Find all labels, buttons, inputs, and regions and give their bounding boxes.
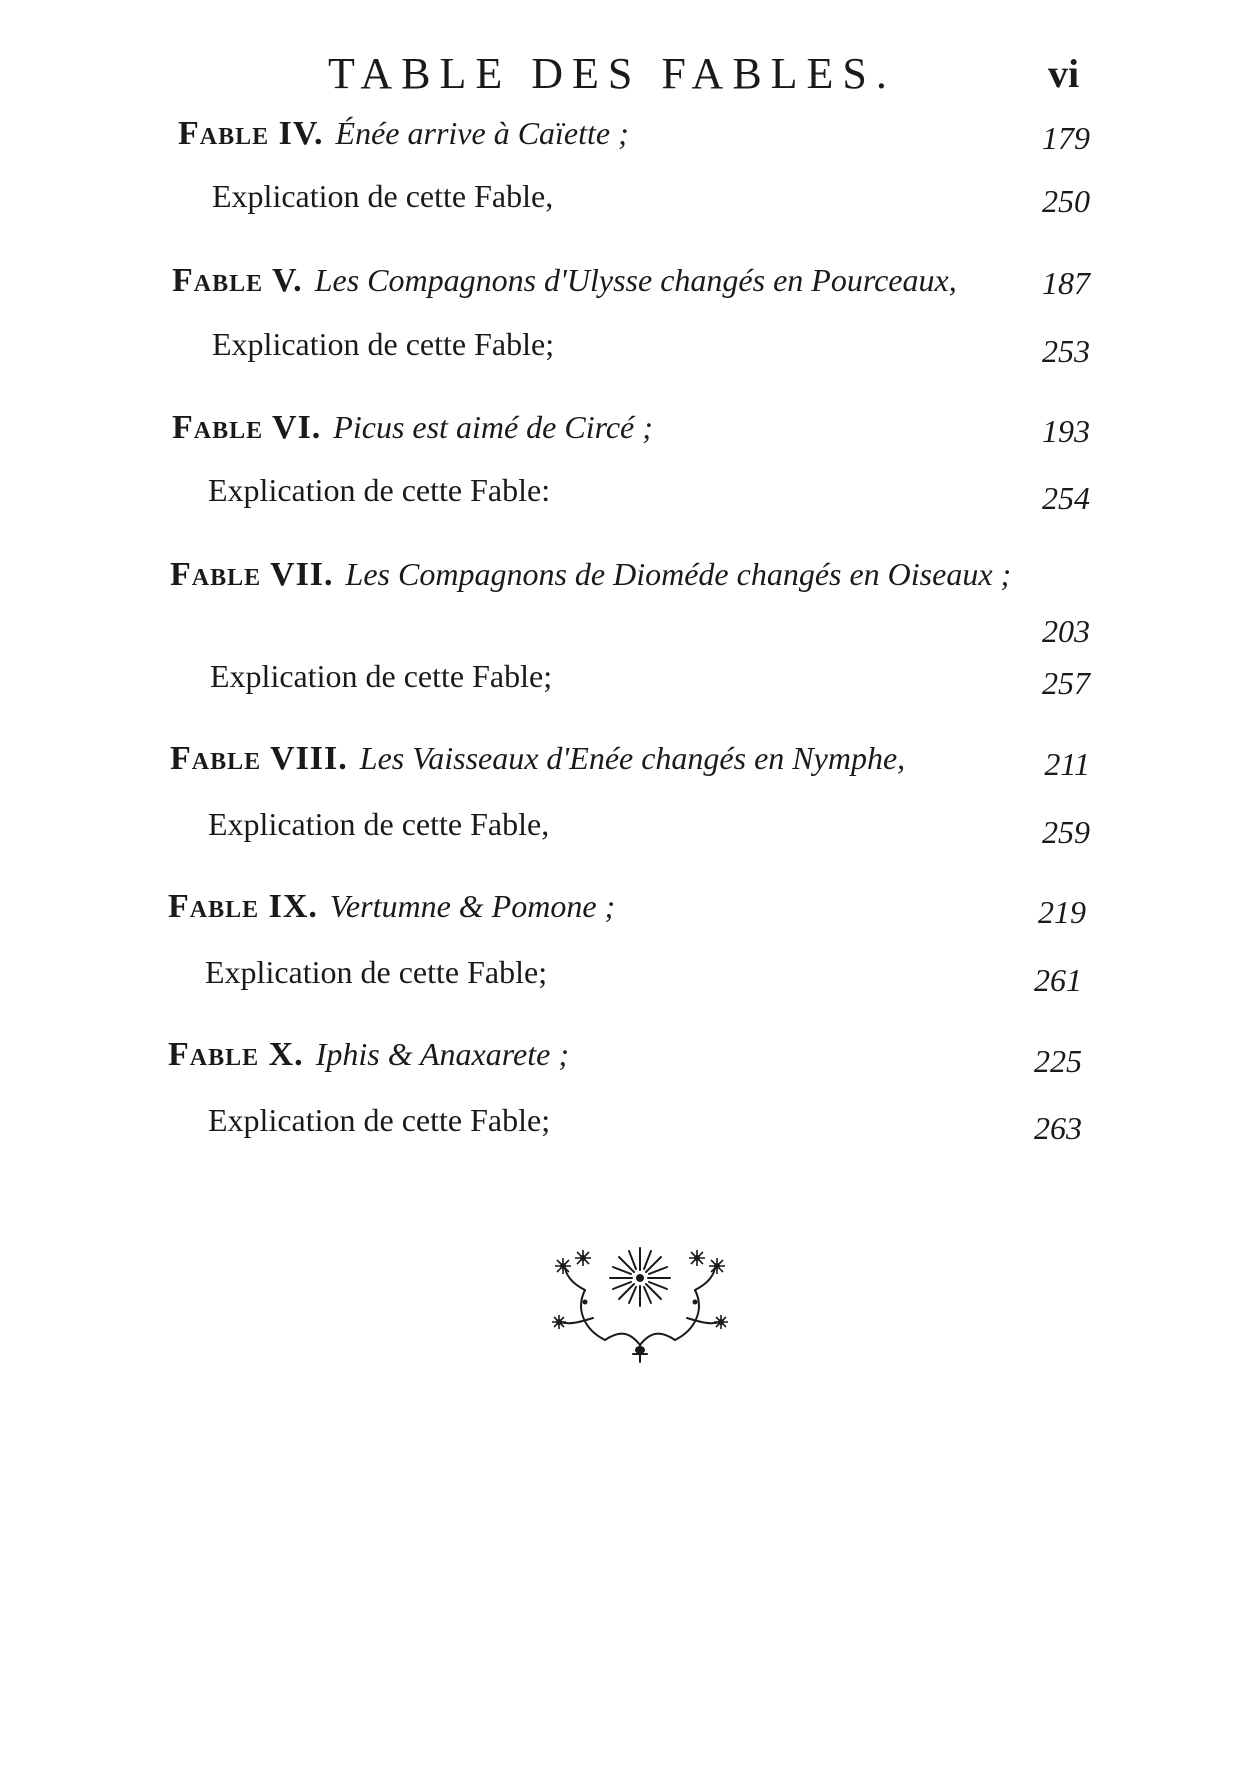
fable-number: Fable VII. xyxy=(170,556,334,593)
toc-entry-explication xyxy=(212,326,554,376)
fable-number: Fable VI. xyxy=(172,409,322,446)
toc-entry-fable-6 xyxy=(172,409,653,459)
fable-title: Les Vaisseaux d'Enée changés en Nymphe, xyxy=(359,740,906,776)
folio-number: vi xyxy=(1048,51,1080,96)
toc-entry-fable-4 xyxy=(178,115,629,165)
fable-number: Fable X. xyxy=(168,1036,304,1073)
page-number: 225 xyxy=(1034,1043,1082,1079)
fable-title: Les Compagnons d'Ulysse changés en Pourceaux, xyxy=(314,262,957,298)
running-head xyxy=(0,48,1259,108)
page-number: 261 xyxy=(1034,962,1082,998)
page-title: TABLE DES FABLES. xyxy=(328,49,896,98)
page-number: 203 xyxy=(1042,613,1090,649)
explication-label: Explication de cette Fable; xyxy=(208,1102,551,1138)
explication-label: Explication de cette Fable, xyxy=(212,178,554,214)
explication-label: Explication de cette Fable; xyxy=(210,658,553,694)
explication-label: Explication de cette Fable; xyxy=(205,954,548,990)
page-number: 193 xyxy=(1042,413,1090,449)
fable-number: Fable V. xyxy=(172,262,303,299)
page-number: 187 xyxy=(1042,265,1090,301)
toc-entry-explication xyxy=(208,1102,550,1152)
fleuron-ornament-icon xyxy=(545,1230,735,1370)
page-number: 263 xyxy=(1034,1110,1082,1146)
fable-number: Fable VIII. xyxy=(170,740,348,777)
toc-entry-explication xyxy=(212,178,553,228)
fable-number: Fable IV. xyxy=(178,115,324,152)
toc-entry-fable-10 xyxy=(168,1036,569,1086)
page-number: 253 xyxy=(1042,333,1090,369)
toc-entry-explication xyxy=(208,472,550,522)
explication-label: Explication de cette Fable: xyxy=(208,472,551,508)
toc-entry-fable-9 xyxy=(168,888,615,938)
fable-title: Énée arrive à Caïette ; xyxy=(335,115,629,151)
toc-entry-fable-8 xyxy=(170,740,905,790)
toc-entry-fable-5 xyxy=(172,262,957,312)
page-number: 179 xyxy=(1042,120,1090,156)
page-number: 259 xyxy=(1042,814,1090,850)
fable-title: Les Compagnons de Dioméde changés en Oiseaux ; xyxy=(345,556,1012,592)
fable-title: Iphis & Anaxarete ; xyxy=(315,1036,569,1072)
toc-entry-explication xyxy=(208,806,549,856)
toc-entry-explication xyxy=(210,658,552,708)
page-number: 254 xyxy=(1042,480,1090,516)
fable-title: Picus est aimé de Circé ; xyxy=(333,409,653,445)
page-number: 219 xyxy=(1038,894,1086,930)
explication-label: Explication de cette Fable; xyxy=(212,326,555,362)
page-number: 250 xyxy=(1042,183,1090,219)
toc-entry-explication xyxy=(205,954,547,1004)
explication-label: Explication de cette Fable, xyxy=(208,806,550,842)
toc-entry-fable-7 xyxy=(170,556,1011,606)
fable-title: Vertumne & Pomone ; xyxy=(329,888,616,924)
page-number: 211 xyxy=(1044,746,1090,782)
page-number: 257 xyxy=(1042,665,1090,701)
fable-number: Fable IX. xyxy=(168,888,318,925)
